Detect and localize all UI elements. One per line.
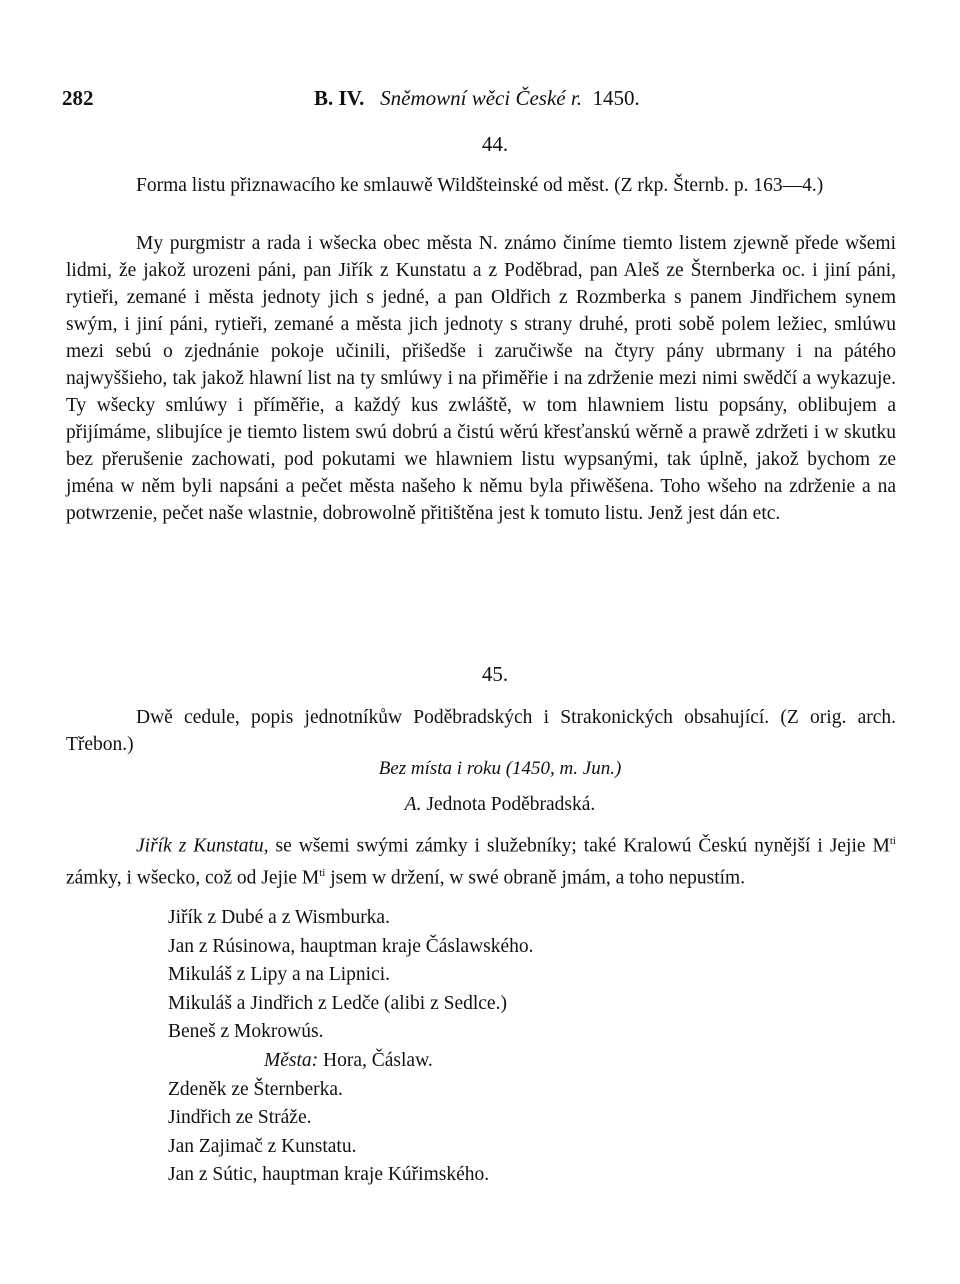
lead-text: Jiřík z Kunstatu, se wšemi swými zámky i služebníky; také Kralowú Českú nynější i Jejie $M^{ti}$ zámky, i wšecko, což od Jejie $M^{ti}$ jsem w držení, w swé obraně jmám, a toho nepustím. xyxy=(66,835,896,888)
section-title: Jednota Poděbradská. xyxy=(426,794,596,815)
document-number-44: 44. xyxy=(481,132,509,156)
document-44-title xyxy=(66,172,896,199)
running-header xyxy=(62,86,900,116)
page-number: 282 xyxy=(62,86,94,110)
running-year: 1450. xyxy=(592,86,640,110)
list-item: Jindřich ze Stráže. xyxy=(168,1107,312,1129)
running-subject: Sněmowní wěci České r. xyxy=(380,86,582,110)
list-item: Mikuláš a Jindřich z Ledče (alibi z Sedlce.) xyxy=(168,992,507,1014)
document-44-heading: Forma listu přiznawacího ke smlauwě Wildšteinské od měst. (Z rkp. Šternb. p. 163—4.) xyxy=(136,175,824,196)
document-44-body xyxy=(66,230,896,527)
book-label: B. IV. xyxy=(314,86,365,110)
towns-line xyxy=(168,1047,534,1076)
document-44-text: My purgmistr a rada i wšecka obec města N. známo činíme tiemto listem zjewně přede wšemi lidmi, že jakož urozeni páni, pan Jiřík z Kunstatu a z Poděbrad, pan Aleš ze Šternberka oc. i jiní páni, rytieři, zemané i města jednoty jich s jedné, a pan Oldřich z Rozmberka s panem Jindřichem synem swým, i jiní páni, rytieři, zemané a města jich jednoty s strany druhé, proti sobě polem ležiec, smlúwu mezi sebú o zjednánie pokoje učinili, přišedše i zaručiwše na čtyry pány ubrmany i na pátého najwyššieho, tak jakož hlawní list na ty smlúwy i na přiměřie i na zdrženie mezi nimi swědčí a wykazuje. Ty wšecky smlúwy i příměřie, a každý kus zwláště, w tom hlawniem listu popsány, oblibujem a přijímáme, slibujíce je tiemto listem swú dobrú a čistú wěrú křesťanskú wěrně a prawě zdržeti i w skutku bez přerušenie zachowati, pod pokutami we hlawniem listu wypsanými, tak úplně, jakož bychom ze jména w něm byli napsáni a pečet města našeho k němu byla přiwěšena. Toho wšeho na zdrženie a na potwrzenie, pečet naše wlastnie, dobrowolně přitištěna jest k tomuto listu. Jenž jest dán etc. xyxy=(66,233,896,524)
document-45-title xyxy=(66,704,896,758)
list-item: Beneš z Mokrowús. xyxy=(168,1021,324,1043)
towns-label: Města: xyxy=(264,1049,319,1071)
list-item: Mikuláš z Lipy a na Lipnici. xyxy=(168,964,391,986)
names-list xyxy=(168,904,534,1190)
lead-name: Jiřík z Kunstatu, xyxy=(136,835,269,857)
list-item: Jan z Sútic, hauptman kraje Kúřimského. xyxy=(168,1164,490,1186)
document-number-45: 45. xyxy=(481,662,509,686)
section-letter: A. xyxy=(404,794,422,815)
date-line: Bez místa i roku (1450, m. Jun.) xyxy=(378,758,622,779)
running-head xyxy=(314,86,640,111)
list-item: Jan z Rúsinowa, hauptman kraje Čáslawského. xyxy=(168,935,534,957)
document-45-heading: Dwě cedule, popis jednotníkůw Poděbradských i Strakonických obsahující. (Z orig. arch. Třebon.) xyxy=(66,707,896,755)
list-item: Jiřík z Dubé a z Wismburka. xyxy=(168,907,390,928)
list-item: Jan Zajimač z Kunstatu. xyxy=(168,1135,357,1157)
section-heading xyxy=(0,794,960,816)
lead-paragraph xyxy=(66,828,896,891)
towns-value: Hora, Čáslaw. xyxy=(318,1049,433,1071)
list-item: Zdeněk ze Šternberka. xyxy=(168,1078,343,1100)
